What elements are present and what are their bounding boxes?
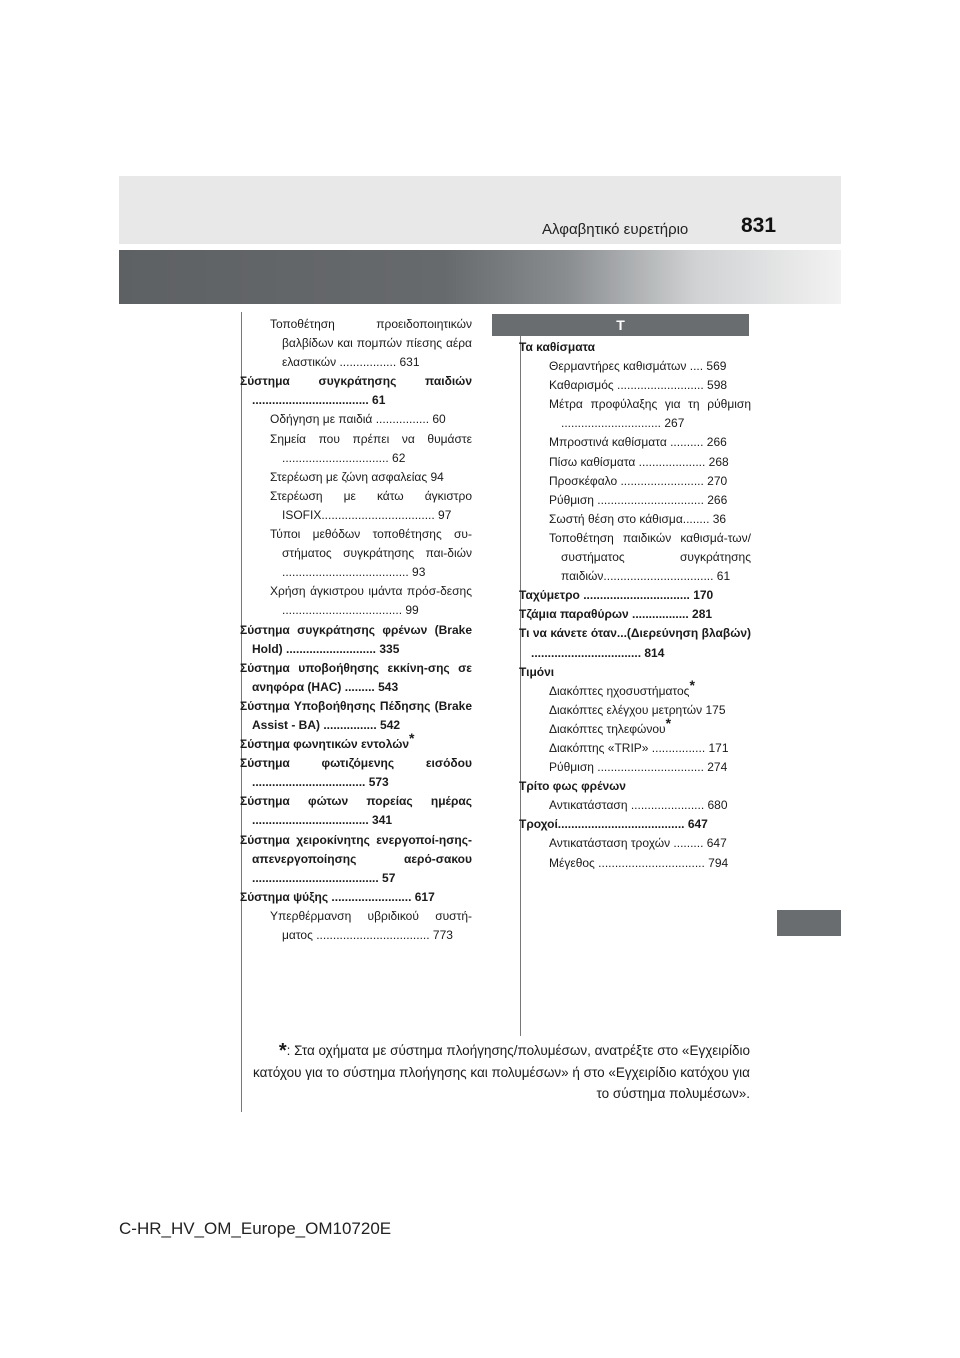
letter-heading: Τ (492, 314, 749, 336)
index-entry-text: Διακόπτες ελέγχου μετρητών 175 (549, 702, 726, 717)
index-entry-text: Σύστημα συγκράτησης φρένων (Brake Hold) ........................... 335 (240, 622, 472, 656)
index-entry (519, 586, 751, 605)
index-entry (240, 888, 472, 907)
index-entry-text: Σύστημα φώτων πορείας ημέρας ................................... 341 (240, 794, 472, 828)
index-column-2 (519, 338, 751, 873)
index-entry (240, 754, 472, 792)
footnote-reference: * (689, 676, 695, 693)
index-entry (519, 739, 751, 758)
index-entry (519, 605, 751, 624)
index-entry-text: Ρύθμιση ................................ 274 (549, 760, 728, 775)
index-entry (240, 907, 472, 945)
index-entry-text: Σύστημα ψύξης ........................ 617 (240, 889, 435, 904)
index-entry (519, 834, 751, 853)
index-entry (519, 433, 751, 452)
index-entry-text: Σύστημα φωτιζόμενης εισόδου .................................. 573 (240, 756, 472, 790)
index-entry (240, 315, 472, 372)
index-entry-text: Αντικατάσταση ...................... 680 (549, 798, 728, 813)
index-entry-text: Πίσω καθίσματα .................... 268 (549, 454, 729, 469)
index-entry-text: Τροχοί...................................... 647 (519, 817, 708, 832)
index-entry-text: Θερμαντήρες καθισμάτων .... 569 (549, 359, 727, 374)
index-entry (519, 758, 751, 777)
index-entry (240, 410, 472, 429)
index-entry-text: Οδήγηση με παιδιά ................ 60 (270, 412, 446, 427)
footnote-text: : Στα οχήματα με σύστημα πλοήγησης/πολυμέσων, ανατρέξτε στο «Εγχειρίδιο κατόχου για το σύστημα πλοήγησης και πολυμέσων» ή στο «Εγχειρίδιο κατόχου για το σύστημα πολυμέσων». (253, 1043, 750, 1101)
index-entry-text: Προσκέφαλο ......................... 270 (549, 473, 728, 488)
index-entry-text: Ταχύμετρο ................................ 170 (519, 588, 714, 603)
index-entry (519, 510, 751, 529)
index-entry-text: Σημεία που πρέπει να θυμάστε ................................ 62 (270, 431, 472, 465)
index-entry (519, 701, 751, 720)
index-entry-text: Τα καθίσματα (519, 340, 595, 354)
footnote-marker: * (278, 1040, 287, 1062)
index-entry (240, 487, 472, 525)
index-entry (240, 621, 472, 659)
footnote-reference: * (409, 730, 415, 747)
index-entry (240, 525, 472, 582)
index-entry (519, 491, 751, 510)
index-entry-text: Τύποι μεθόδων τοποθέτησης συ-στήματος συγκράτησης παι-διών ...................................... 93 (270, 527, 472, 580)
index-entry-text: Στερέωση με ζώνη ασφαλείας 94 (270, 469, 444, 484)
index-column-1 (240, 315, 472, 945)
index-entry (519, 777, 751, 796)
index-entry-text: Σωστή θέση στο κάθισμα........ 36 (549, 511, 727, 526)
index-entry-text: Τζάμια παραθύρων ................. 281 (519, 607, 713, 622)
header-background (119, 176, 841, 244)
index-entry-text: Διακόπτες τηλεφώνου (549, 721, 666, 736)
index-entry (240, 697, 472, 735)
index-entry-text: Τοποθέτηση παιδικών καθισμά-των/συστήματος συγκράτησης παιδιών................................. 61 (549, 530, 751, 584)
index-entry-text: Σύστημα συγκράτησης παιδιών ................................... 61 (240, 374, 472, 408)
index-entry-text: Σύστημα υποβοήθησης εκκίνη-σης σε ανηφόρα (HAC) ......... 543 (240, 660, 472, 694)
index-entry (519, 395, 751, 433)
section-title: Αλφαβητικό ευρετήριο (542, 221, 689, 238)
index-entry (519, 453, 751, 472)
index-entry (519, 338, 751, 357)
index-entry-text: Τιμόνι (519, 664, 555, 679)
index-entry-text: Τι να κάνετε όταν...(Διερεύνηση βλαβών) ................................. 814 (519, 626, 751, 660)
index-entry (519, 676, 751, 701)
index-entry (519, 796, 751, 815)
index-entry-text: Αντικατάσταση τροχών ......... 647 (549, 836, 727, 851)
index-entry (240, 430, 472, 468)
index-entry (240, 659, 472, 697)
index-entry-text: Στερέωση με κάτω άγκιστρο ISOFIX.................................. 97 (270, 488, 472, 522)
index-entry (519, 357, 751, 376)
footnote-reference: * (665, 714, 672, 731)
index-entry-text: Διακόπτες ηχοσυστήματος (549, 683, 690, 698)
index-entry-text: Σύστημα χειροκίνητης ενεργοποί-ησης-απενεργοποίησης αερό-σακου ...................................... 57 (240, 832, 472, 885)
index-entry (519, 714, 751, 739)
index-entry (240, 792, 472, 830)
footnote (240, 1040, 750, 1104)
index-entry (240, 468, 472, 487)
index-entry-text: Μέτρα προφύλαξης για τη ρύθμιση .............................. 267 (549, 397, 751, 431)
index-entry (240, 372, 472, 410)
index-entry (519, 472, 751, 491)
index-entry-text: Μέγεθος ................................ 794 (549, 855, 729, 870)
index-entry (519, 624, 751, 662)
index-entry-text: Καθαρισμός .......................... 598 (549, 378, 728, 393)
index-entry (519, 663, 751, 682)
index-entry (519, 815, 751, 834)
index-entry-text: Τοποθέτηση προειδοποιητικών βαλβίδων και πομπών πίεσης αέρα ελαστικών ................. 631 (270, 317, 472, 370)
index-entry (240, 831, 472, 888)
index-entry-text: Ρύθμιση ................................ 266 (549, 492, 728, 507)
index-entry-text: Τρίτο φως φρένων (519, 779, 626, 794)
index-entry-text: Υπερθέρμανση υβριδικού συστή-ματος .................................. 773 (270, 908, 472, 942)
index-entry (519, 529, 751, 586)
index-entry (519, 854, 751, 873)
index-entry-text: Διακόπτης «TRIP» ................ 171 (549, 740, 729, 755)
index-entry-text: Σύστημα φωνητικών εντολών (240, 737, 410, 752)
header-band (119, 250, 841, 304)
section-tab-marker (777, 910, 841, 936)
index-entry (519, 376, 751, 395)
index-entry (240, 730, 472, 754)
index-entry-text: Μπροστινά καθίσματα .......... 266 (549, 435, 727, 450)
document-id: C-HR_HV_OM_Europe_OM10720E (119, 1219, 392, 1238)
index-entry-text: Σύστημα Υποβοήθησης Πέδησης (Brake Assist - BA) ................ 542 (240, 698, 472, 732)
index-entry-text: Χρήση άγκιστρου ιμάντα πρόσ-δεσης .................................... 99 (270, 584, 472, 618)
index-entry (240, 582, 472, 620)
page-number: 831 (741, 214, 777, 237)
